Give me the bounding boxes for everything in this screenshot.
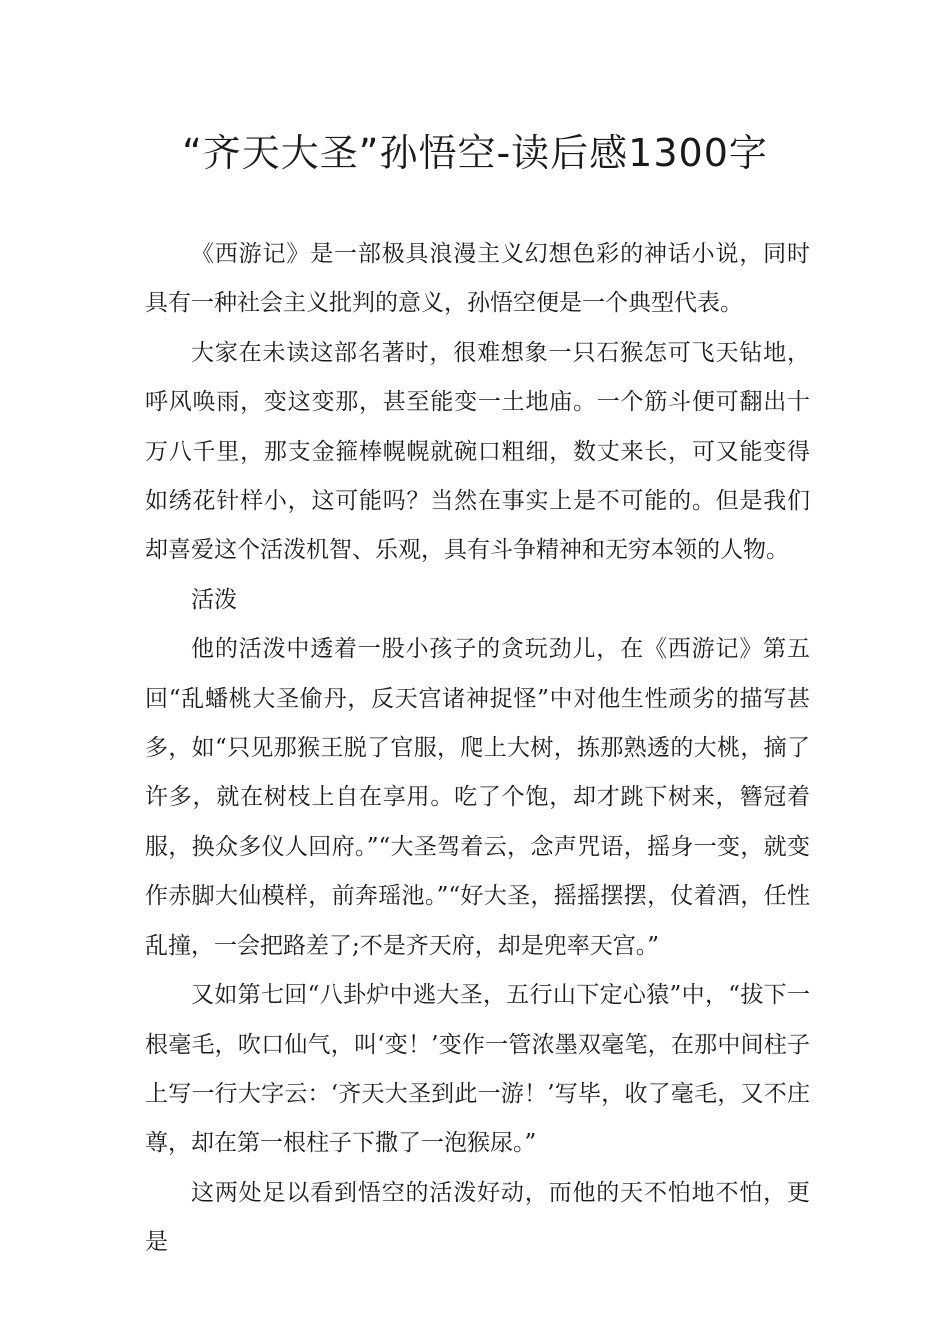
document-title: “齐天大圣”孙悟空-读后感1300字 [182,131,768,175]
paragraph: 这两处足以看到悟空的活泼好动，而他的天不怕地不怕，更是 [145,1179,810,1256]
paragraph: 他的活泼中透着一股小孩子的贪玩劲儿，在《西游记》第五回“乱蟠桃大圣偷丹，反天宫诸神捉怪”中对他生性顽劣的描写甚多，如“只见那猴王脱了官服，爬上大树，拣那熟透的大桃，摘了许多，就在树枝上自在享用。吃了个饱，却才跳下树来，簪冠着服，换众多仪人回府。”“大圣驾着云，念声咒语，摇身一变，就变作赤脚大仙模样，前奔瑶池。”“好大圣，摇摇摆摆，仗着酒，任性乱撞，一会把路差了;不是齐天府，却是兜率天宫。” [145,636,810,959]
section-heading: 活泼 [191,586,237,613]
paragraph: 大家在未读这部名著时，很难想象一只石猴怎可飞天钻地，呼风唤雨，变这变那，甚至能变一土地庙。一个筋斗便可翻出十万八千里，那支金箍棒幌幌就碗口粗细，数丈来长，可又能变得如绣花针样小，这可能吗？当然在事实上是不可能的。但是我们却喜爱这个活泼机智、乐观，具有斗争精神和无穷本领的人物。 [145,339,810,564]
paragraph: 又如第七回“八卦炉中逃大圣，五行山下定心猿”中，“拔下一根毫毛，吹口仙气，叫‘变！’变作一管浓墨双毫笔，在那中间柱子上写一行大字云：‘齐天大圣到此一游！’写毕，收了毫毛，又不庄尊，却在第一根柱子下撒了一泡猴尿。” [145,982,810,1157]
document-body [145,230,810,1268]
paragraph: 《西游记》是一部极具浪漫主义幻想色彩的神话小说，同时具有一种社会主义批判的意义，孙悟空便是一个典型代表。 [145,241,810,317]
